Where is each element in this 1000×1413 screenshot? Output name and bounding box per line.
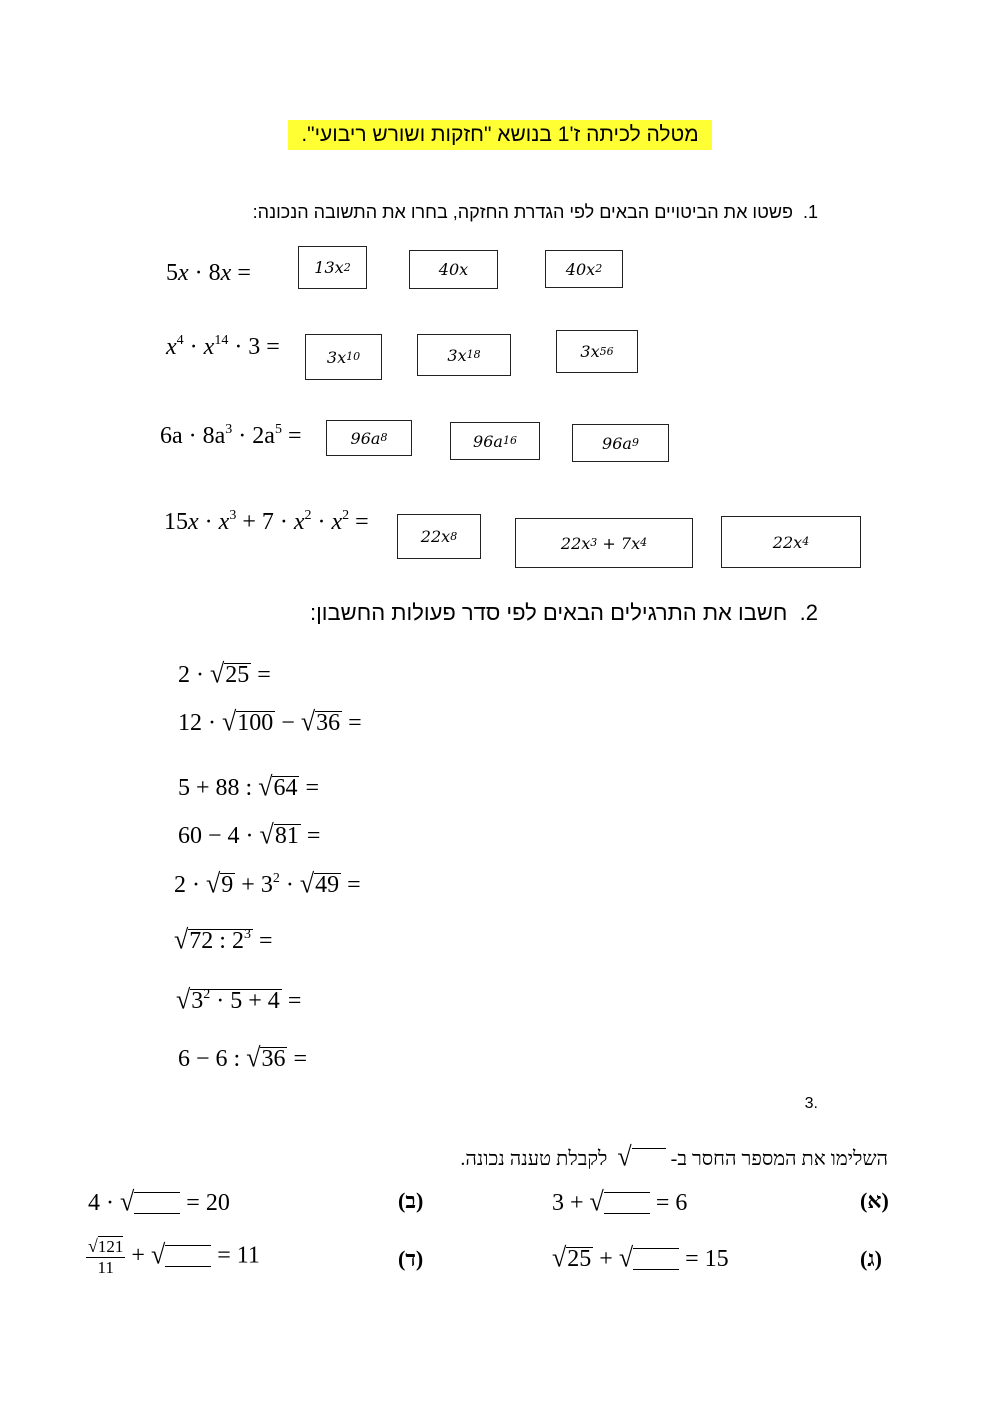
q2-exercise-8: 6 − 6 : √36 = — [178, 1042, 308, 1073]
q3-label-d: (ד) — [398, 1246, 424, 1271]
q2-exercise-4: 60 − 4 · √81 = — [178, 819, 321, 850]
q1-option-4b[interactable]: 22 x 3 + 7 x 4 — [515, 518, 693, 568]
q1-option-2a[interactable]: 3 x 10 — [305, 334, 382, 380]
q1-expression-3: $6a \cdot 8a^3 \cdot 2a^5$ = — [160, 422, 302, 449]
q3-text-a: השלימו את המספר החסר ב- — [670, 1148, 888, 1170]
q1-option-4a[interactable]: 22 x 8 — [397, 514, 481, 559]
q1-option-1b[interactable]: 40 x — [409, 250, 498, 289]
q2-exercise-6: √72 : $2^3$ = — [174, 924, 273, 955]
q3-label-b: (ב) — [398, 1188, 424, 1213]
q2-exercise-7: $√3^2 \cdot 5 + 4$ = — [176, 984, 302, 1015]
q3-text-b: לקבלת טענה נכונה. — [460, 1148, 608, 1170]
q1-expression-2: $x^4 \cdot x^{14} \cdot 3$ = — [166, 333, 280, 360]
q1-expression-4: $15x \cdot x^3 + 7 \cdot x^2 \cdot x^2$ = — [164, 508, 369, 535]
q1-number: 1. — [802, 202, 818, 222]
q2-instruction — [310, 600, 818, 626]
q1-instruction — [253, 202, 818, 223]
q3-blank-symbol: √ — [617, 1142, 665, 1172]
q3-label-a: (א) — [860, 1188, 889, 1213]
q3-fraction: $\frac{√121}{11}$ — [88, 1236, 124, 1277]
q3-item-b[interactable]: 4 · √ = 20 — [88, 1186, 230, 1217]
q1-option-3b[interactable]: 96 a 16 — [450, 422, 540, 460]
q2-exercise-1: 2 · √25 = — [178, 658, 271, 689]
q2-exercise-2: 12 · √100 − √36 = — [178, 706, 362, 737]
q3-item-d[interactable]: $\frac{√121}{11}$ + √ = 11 — [88, 1236, 260, 1277]
q2-exercise-3: 5 + 88 : √64 = — [178, 771, 320, 802]
q2-text: חשבו את התרגילים הבאים לפי סדר פעולות החשבון: — [309, 600, 788, 625]
q3-label-c: (ג) — [860, 1246, 882, 1271]
q1-text: פשטו את הביטויים הבאים לפי הגדרת החזקה, בחרו את התשובה הנכונה: — [252, 202, 793, 222]
q3-number: .3 — [804, 1095, 818, 1112]
q2-exercise-5: $2 \cdot √9 + 3^2 \cdot √49$ = — [174, 868, 361, 899]
q3-item-a[interactable]: 3 + √ = 6 — [552, 1186, 688, 1217]
q3-instruction — [460, 1142, 888, 1172]
q1-option-3c[interactable]: 96 a 9 — [572, 424, 669, 462]
page-title: מטלה לכיתה ז'1 בנושא "חזקות ושורש ריבועי". — [288, 120, 712, 150]
q1-option-3a[interactable]: 96 a 8 — [326, 420, 412, 456]
q1-option-4c[interactable]: 22 x 4 — [721, 516, 861, 568]
q1-option-2b[interactable]: 3 x 18 — [417, 334, 511, 376]
q1-expression-1: 5x · 8x = — [166, 260, 251, 286]
q1-option-1a[interactable]: 13 x 2 — [298, 246, 367, 289]
q1-option-2c[interactable]: 3 x 56 — [556, 330, 638, 373]
q1-option-1c[interactable]: 40 x 2 — [545, 250, 623, 288]
q2-number: 2. — [799, 600, 818, 625]
q3-item-c[interactable]: √25 + √ = 15 — [552, 1242, 729, 1273]
